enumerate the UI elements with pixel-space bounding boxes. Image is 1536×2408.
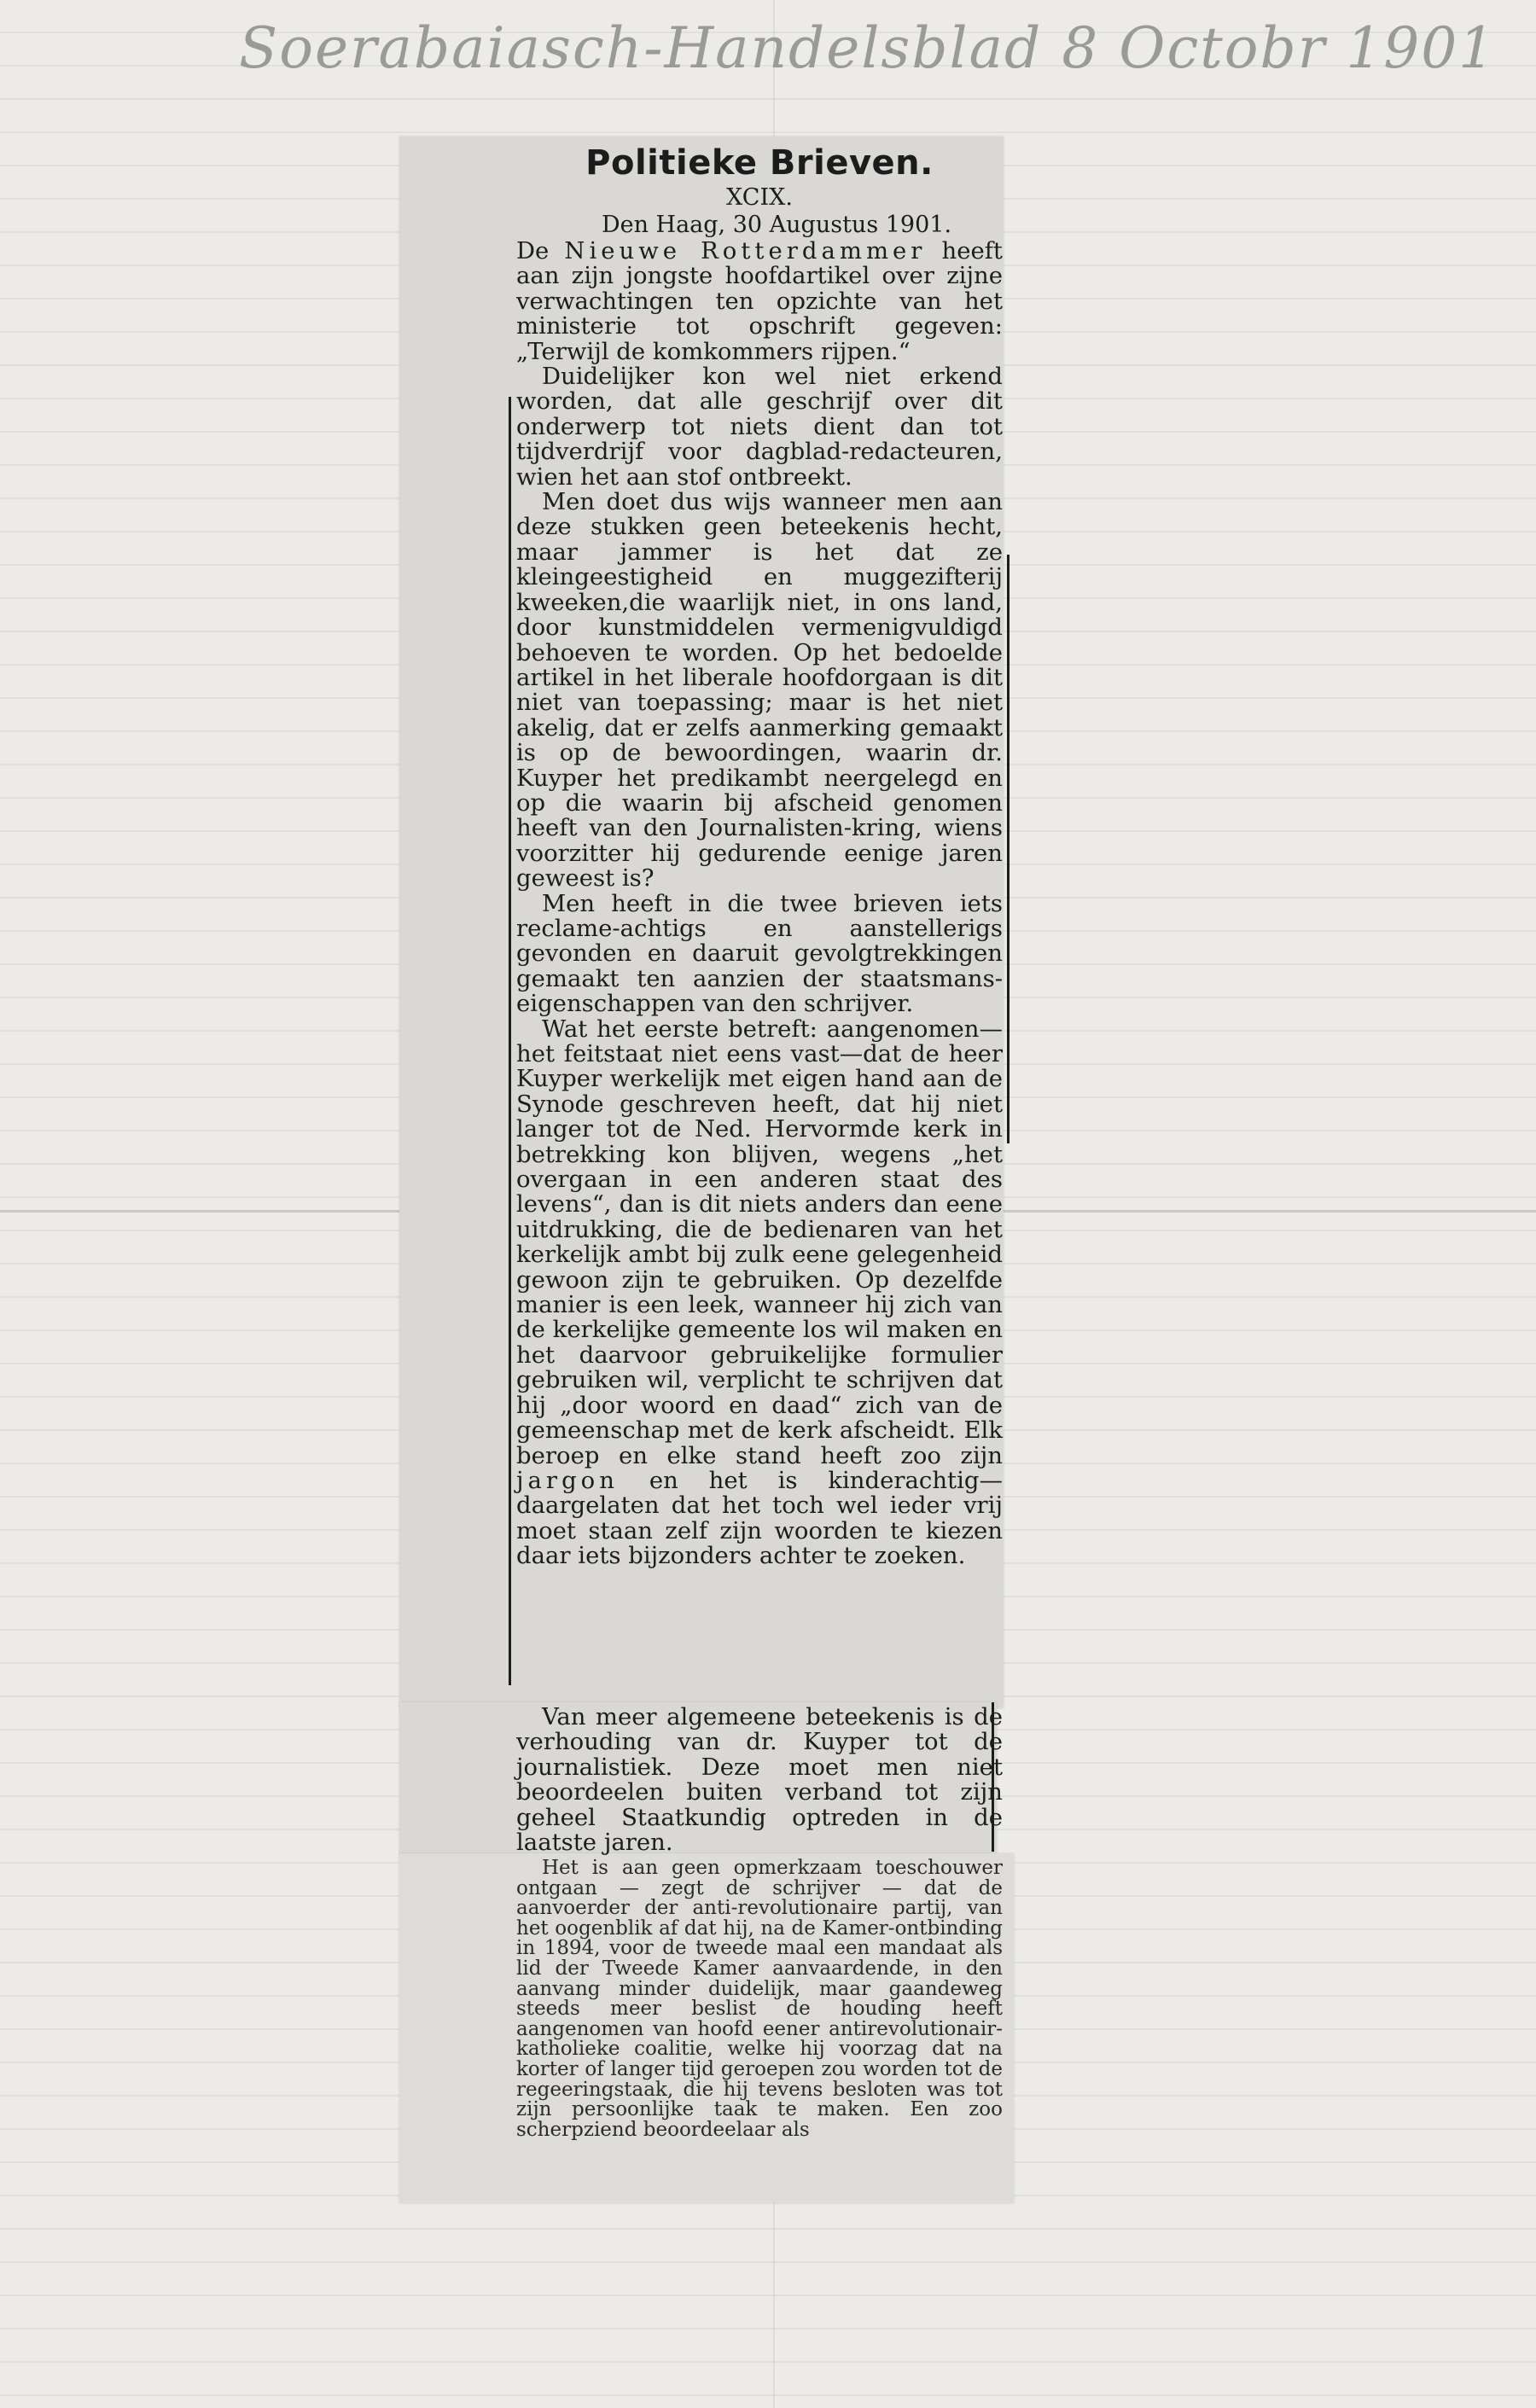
article-lead-paragraph (516, 239, 1003, 364)
lead-text-after: heeft aan zijn jongste hoofdartikel over zijne verwachtingen ten opzichte van het ministerie tot opschrift gegeven: „Terwijl de komkommers rijpen.“ (516, 237, 1003, 365)
article-paragraph (516, 1017, 1003, 1569)
article-column (516, 137, 1003, 1569)
article-paragraph: Men heeft in die twee brieven iets reclame-achtigs en aanstellerigs gevonden en daaruit gevolgtrekkingen gemaakt ten aanzien der staatsmans-eigenschappen van den schrijver. (516, 889, 1003, 1018)
article-paragraph: Men doet dus wijs wanneer men aan deze stukken geen beteekenis hecht, maar jammer is het dat ze kleingeestigheid en muggezifterij kweeken,die waarlijk niet, in ons land, door kunstmiddelen vermenigvuldigd behoeven te worden. Op het bedoelde artikel in het liberale hoofdorgaan is dit niet van toepassing; maar is het niet akelig, dat er zelfs aanmerking gemaakt is op de bewoordingen, waarin dr. Kuyper het predikambt neergelegd en op die waarin bij afscheid genomen heeft van den Journalisten-kring, wiens voorzitter hij gedurende eenige jaren geweest is? (516, 488, 1003, 893)
article-number: XCIX. (726, 184, 793, 211)
article-headline: Politieke Brieven. (585, 143, 934, 183)
column-rule-right (1007, 555, 1009, 1143)
paragraph-text-before: Wat het eerste betreft: aangenomen—het feitstaat niet eens vast—dat de heer Kuyper werkelijk met eigen hand aan de Synode geschreven heeft, dat hij niet langer tot de Ned. Hervormde kerk in betrekking kon blijven, wegens „het overgaan in een anderen staat des levens“, dan is dit niets anders dan eene uitdrukking, die de bedienaren van het kerkelijk ambt bij zulk eene gelegenheid gewoon zijn te gebruiken. Op dezelfde manier is een leek, wanneer hij zich van de kerkelijke gemeente los wil maken en het daarvoor gebruikelijke formulier gebruiken wil, verplicht te schrijven dat hij „door woord en daad“ zich van de gemeenschap met de kerk afscheidt. Elk beroep en elke stand heeft zoo zijn (516, 1015, 1003, 1469)
article-column-middle (516, 1705, 1003, 1855)
column-rule-left (509, 397, 511, 1685)
article-dateline: Den Haag, 30 Augustus 1901. (601, 212, 952, 238)
article-column-bottom (516, 1858, 1003, 2140)
paragraph-text-after: en het is kinderachtig—daargelaten dat het toch wel ieder vrij moet staan zelf zijn woorden te kiezen daar iets bijzonders achter te zoeken. (516, 1466, 1003, 1570)
article-paragraph: Van meer algemeene beteekenis is de verhouding van dr. Kuyper tot de journalistiek. Deze moet men niet beoordeelen buiten verband tot zijn geheel Staatkundig optreden in de laatste jaren. (516, 1703, 1003, 1857)
handwritten-source-note: Soerabaiasch-Handelsblad 8 Octobr 1901 (239, 15, 1497, 81)
lead-text-before: De (516, 237, 565, 265)
article-paragraph: Het is aan geen opmerkzaam toeschouwer ontgaan — zegt de schrijver — dat de aanvoerder der anti-revolutionaire partij, van het oogenblik af dat hij, na de Kamer-ontbinding in 1894, voor de tweede maal een mandaat als lid der Tweede Kamer aanvaardende, in den aanvang minder duidelijk, maar gaandeweg steeds meer beslist de houding heeft aangenomen van hoofd eener antirevolutionair-katholieke coalitie, welke hij voorzag dat na korter of langer tijd geroepen zou worden tot de regeeringstaak, die hij tevens besloten was tot zijn persoonlijke taak te maken. Een zoo scherpziend beoordeelaar als (516, 1857, 1003, 2141)
newspaper-name: Nieuwe Rotterdammer (564, 237, 927, 265)
emphasized-word: jargon (516, 1466, 619, 1494)
article-paragraph: Duidelijker kon wel niet erkend worden, dat alle geschrijf over dit onderwerp tot niets dient dan tot tijdverdrijf voor dagblad-redacteuren, wien het aan stof ontbreekt. (516, 363, 1003, 491)
